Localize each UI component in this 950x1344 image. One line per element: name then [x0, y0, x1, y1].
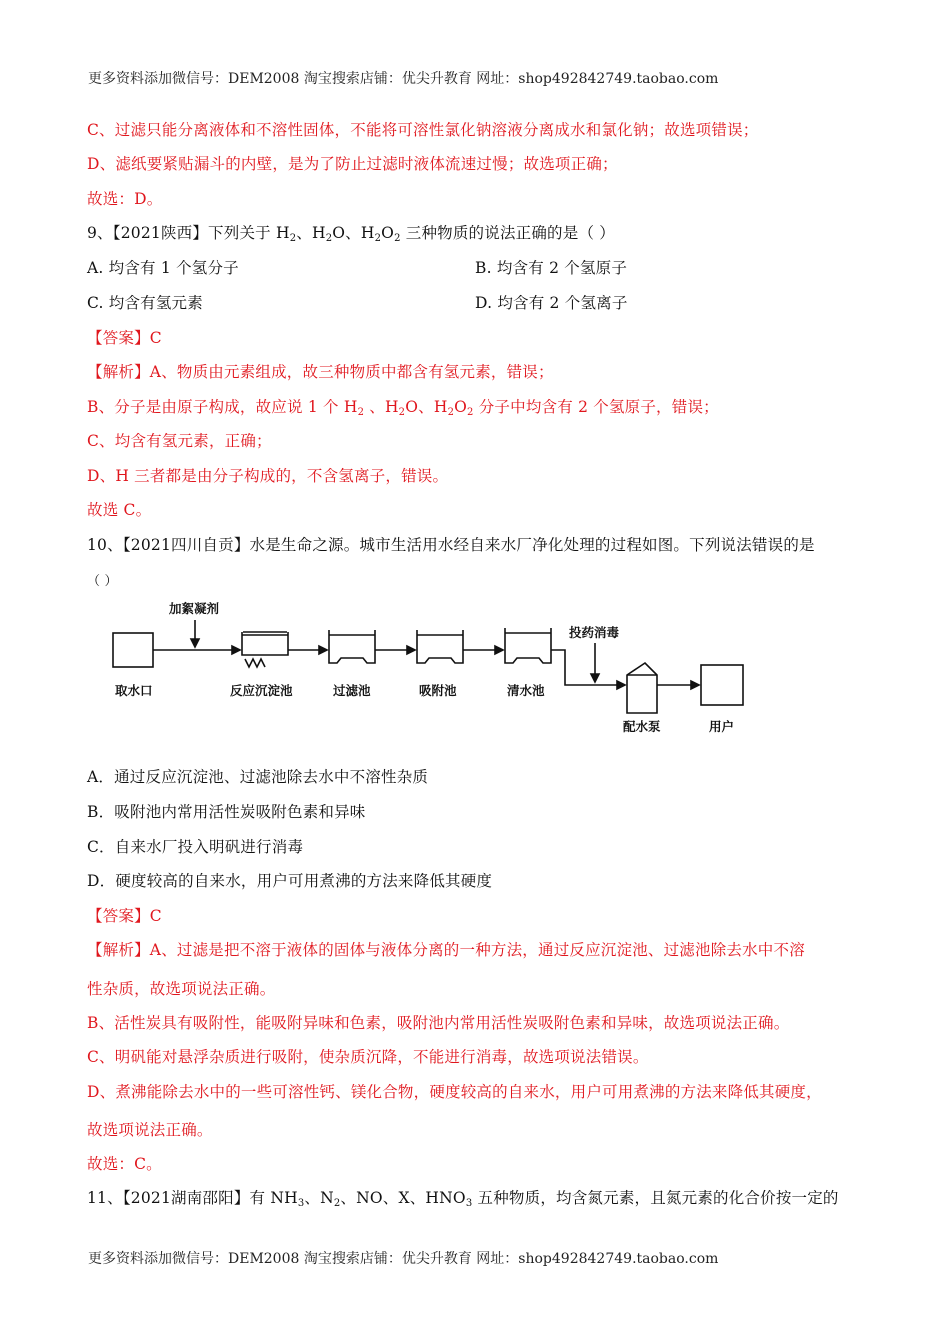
- label-pump: 配水泵: [623, 719, 661, 734]
- q9-explanation-c: C、均含有氢元素，正确；: [87, 432, 272, 450]
- q8-choice: 故选：D。: [87, 190, 163, 208]
- q9-option-d: D. 均含有 2 个氢离子: [475, 294, 628, 312]
- q10-blank: （ ）: [87, 574, 118, 589]
- q9-option-a: A. 均含有 1 个氢分子: [87, 259, 239, 277]
- page-footer: 更多资料添加微信号：DEM2008 淘宝搜索店铺：优尖升教育 网址：shop492842749.taobao.com: [88, 1251, 719, 1267]
- intake-box: [113, 633, 153, 667]
- q10-option-b: B．吸附池内常用活性炭吸附色素和异味: [87, 803, 366, 821]
- user-box: [701, 665, 743, 705]
- q10-explanation-d2: 故选项说法正确。: [87, 1121, 213, 1139]
- label-sedimentation: 反应沉淀池: [230, 683, 293, 698]
- q10-stem: 10、【2021四川自贡】水是生命之源。城市生活用水经自来水厂净化处理的过程如图。下列说法错误的是: [87, 536, 815, 554]
- q10-explanation-d1: D、煮沸能除去水中的一些可溶性钙、镁化合物，硬度较高的自来水，用户可用煮沸的方法来降低其硬度，: [87, 1083, 822, 1101]
- pump-shape: [627, 663, 657, 713]
- q9-choice: 故选 C。: [87, 501, 152, 519]
- q9-explanation-d: D、H 三者都是由分子构成的，不含氢离子，错误。: [87, 467, 449, 485]
- q10-explanation-a1: 【解析】A、过滤是把不溶于液体的固体与液体分离的一种方法，通过反应沉淀池、过滤池除去水中不溶: [87, 941, 805, 959]
- q10-explanation-a2: 性杂质，故选项说法正确。: [87, 980, 276, 998]
- q9-stem: 9、【2021陕西】下列关于 $H_2$、$H_2O$、$H_2O_2$ 三种物质的说法正确的是（ ）: [87, 224, 615, 244]
- label-user: 用户: [709, 719, 735, 734]
- q10-explanation-b: B、活性炭具有吸附性，能吸附异味和色素，吸附池内常用活性炭吸附色素和异味，故选项说法正确。: [87, 1014, 790, 1032]
- q10-option-c: C．自来水厂投入明矾进行消毒: [87, 838, 304, 856]
- q9-option-b: B. 均含有 2 个氢原子: [475, 259, 628, 277]
- page-header: 更多资料添加微信号：DEM2008 淘宝搜索店铺：优尖升教育 网址：shop492842749.taobao.com: [88, 71, 719, 87]
- q9-explanation-b: B、分子是由原子构成，故应说 1 个 $H_2$ 、$H_2O$、$H_2O_2$ 分子中均含有 2 个氢原子，错误；: [87, 398, 719, 418]
- q10-answer: 【答案】C: [87, 907, 162, 925]
- q11-stem: 11、【2021湖南邵阳】有 $NH_3$、$N_2$、NO、X、$HNO_3$ 五种物质，均含氮元素，且氮元素的化合价按一定的: [87, 1189, 839, 1209]
- label-intake: 取水口: [115, 683, 153, 698]
- label-disinfect: 投药消毒: [569, 625, 620, 640]
- q10-explanation-c: C、明矾能对悬浮杂质进行吸附，使杂质沉降，不能进行消毒，故选项说法错误。: [87, 1048, 649, 1066]
- q10-option-d: D．硬度较高的自来水，用户可用煮沸的方法来降低其硬度: [87, 872, 493, 890]
- q8-explanation-c: C、过滤只能分离液体和不溶性固体，不能将可溶性氯化钠溶液分离成水和氯化钠；故选项错误；: [87, 121, 759, 139]
- q8-explanation-d: D、滤纸要紧贴漏斗的内壁，是为了防止过滤时液体流速过慢；故选项正确；: [87, 155, 618, 173]
- water-treatment-diagram: [105, 595, 765, 740]
- q10-option-a: A．通过反应沉淀池、过滤池除去水中不溶性杂质: [87, 768, 429, 786]
- q9-answer: 【答案】C: [87, 329, 162, 347]
- label-adsorption: 吸附池: [419, 683, 457, 698]
- label-filter: 过滤池: [333, 683, 371, 698]
- label-clear-water: 清水池: [507, 683, 545, 698]
- q9-explanation-a: 【解析】A、物质由元素组成，故三种物质中都含有氢元素，错误；: [87, 363, 554, 381]
- label-add-coagulant: 加絮凝剂: [169, 601, 220, 616]
- q10-choice: 故选：C。: [87, 1155, 162, 1173]
- q9-option-c: C. 均含有氢元素: [87, 294, 203, 312]
